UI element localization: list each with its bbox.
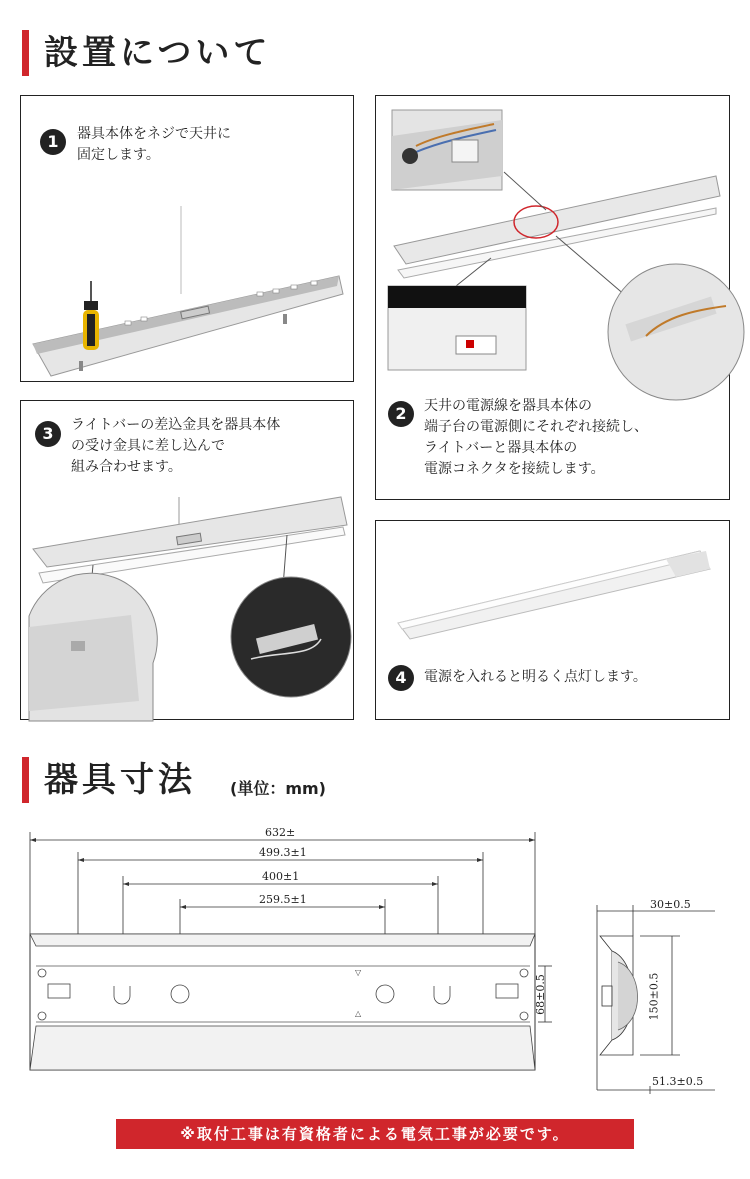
step-1-text: 器具本体をネジで天井に 固定します。	[77, 126, 231, 163]
step-2-number: 2	[388, 401, 414, 427]
svg-text:▽: ▽	[355, 968, 362, 977]
dim-400: 400±1	[262, 870, 300, 883]
dim-side-height: 150±0.5	[647, 972, 661, 1021]
step-4-number: 4	[388, 665, 414, 691]
step-2-text: 天井の電源線を器具本体の 端子台の電源側にそれぞれ接続し、 ライトバーと器具本体の 電源コネクタを接続します。	[424, 398, 648, 477]
warning-banner: ※取付工事は有資格者による電気工事が必要です。	[116, 1119, 634, 1149]
section-title-installation: 設置について	[44, 33, 272, 73]
unit-label: (単位：mm)	[230, 779, 326, 798]
dim-side-bottom: 51.3±0.5	[652, 1075, 704, 1088]
dim-499: 499.3±1	[259, 846, 307, 859]
svg-text:△: △	[355, 1009, 362, 1018]
dim-side-top: 30±0.5	[650, 898, 691, 911]
dim-total-length: 632±	[265, 826, 296, 839]
section-title-dimensions: 器具寸法	[44, 760, 196, 800]
step-1-number: 1	[40, 129, 66, 155]
dim-259: 259.5±1	[259, 893, 307, 906]
dim-height-68: 68±0.5	[533, 974, 547, 1015]
step-3-text: ライトバーの差込金具を器具本体 の受け金具に差し込んで 組み合わせます。	[71, 417, 281, 475]
step-4-text: 電源を入れると明るく点灯します。	[424, 669, 647, 685]
step-3-number: 3	[35, 421, 61, 447]
